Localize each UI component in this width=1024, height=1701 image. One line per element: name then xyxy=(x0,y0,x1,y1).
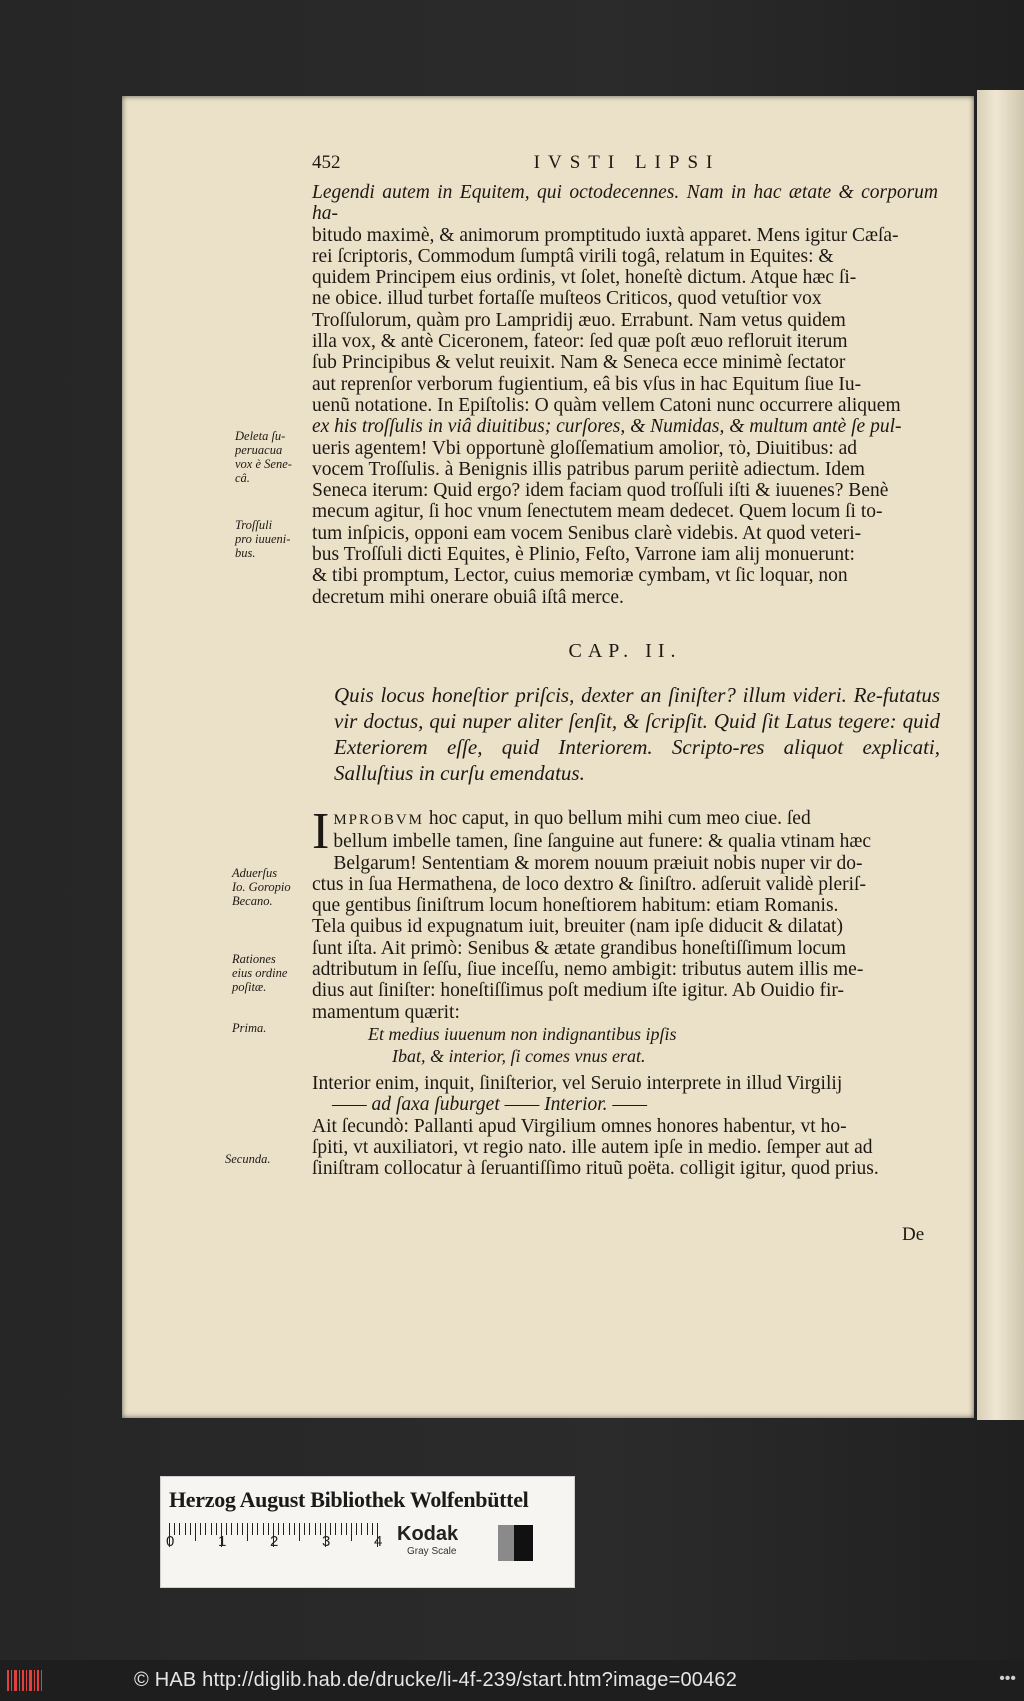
margin-note: Aduerſus Io. Goropio Becano. xyxy=(232,866,291,908)
more-icon[interactable]: ••• xyxy=(999,1670,1016,1687)
ruler-tick xyxy=(299,1523,300,1541)
ruler-tick xyxy=(320,1523,321,1535)
text-line: bitudo maximè, & animorum promptitudo iuxtà apparet. Mens igitur Cæſa- xyxy=(312,224,899,246)
text-line: bellum imbelle tamen, ſine ſanguine aut funere: & qualia vtinam hæc xyxy=(333,831,872,853)
ruler-tick xyxy=(367,1523,368,1535)
text-line: ſunt iſta. Ait primò: Senibus & ætate grandibus honeſtiſſimum locum xyxy=(312,937,847,959)
text-line: mecum agitur, ſi hoc vnum ſenectutem meam dedecet. Quem locum ſi to- xyxy=(312,501,883,523)
text-line: decretum mihi onerare obuiâ iſtâ merce. xyxy=(312,586,624,608)
text-line: uenũ notatione. In Epiſtolis: O quàm vellem Catoni nunc occurrere aliquem xyxy=(312,394,901,416)
text-line: Belgarum! Sententiam & morem nouum præiuit nobis nuper vir do- xyxy=(333,852,863,874)
ruler-tick xyxy=(341,1523,342,1535)
ruler-tick xyxy=(283,1523,284,1535)
text-line: quidem Principem eius ordinis, vt ſolet, honeſtè dictum. Atque hæc ſi- xyxy=(312,267,857,289)
ruler-tick xyxy=(315,1523,316,1535)
ruler-tick xyxy=(372,1523,373,1535)
text-line: ex his troſſulis in viâ diuitibus; curſores, & Numidas, & multum antè ſe pul- xyxy=(312,416,902,438)
page-number: 452 xyxy=(312,152,341,173)
text-line: bus Troſſuli dicti Equites, è Plinio, Feſto, Varrone iam alij monuerunt: xyxy=(312,544,855,566)
ruler-tick xyxy=(335,1523,336,1535)
ruler-tick xyxy=(257,1523,258,1535)
text-line: Ait ſecundò: Pallanti apud Virgilium omnes honores habentur, vt ho- xyxy=(312,1115,847,1137)
body-text-2 xyxy=(312,803,938,1180)
gray-scale-label: Gray Scale xyxy=(407,1546,457,1557)
verse-line: Ibat, & interior, ſi comes vnus erat. xyxy=(392,1045,646,1066)
ruler-tick xyxy=(185,1523,186,1535)
ruler-tick xyxy=(195,1523,196,1541)
running-title: IVSTI LIPSI xyxy=(533,152,721,173)
chapter-heading: CAP. II. xyxy=(568,640,682,662)
ruler-tick xyxy=(346,1523,347,1535)
text-line: dius aut ſiniſter: honeſtiſſimus poſt medium iſte igitur. Ab Ouidio fir- xyxy=(312,980,845,1002)
book-page xyxy=(122,96,974,1418)
ruler-tick xyxy=(356,1523,357,1535)
ruler-tick xyxy=(361,1523,362,1535)
text-line: —— ad ſaxa ſuburget —— Interior. —— xyxy=(332,1094,648,1116)
ruler-tick xyxy=(200,1523,201,1535)
ruler-tick xyxy=(237,1523,238,1535)
ruler-tick xyxy=(211,1523,212,1535)
text-line: Seneca iterum: Quid ergo? idem faciam quod troſſuli iſti & iuuenes? Benè xyxy=(312,480,889,502)
text-line: illa vox, & antè Ciceronem, fateor: ſed quæ poſt æuo refloruit iterum xyxy=(312,331,848,353)
catch-word: De xyxy=(902,1224,925,1245)
margin-note: Troſſuli pro iuueni- bus. xyxy=(235,518,291,560)
text-line: & tibi promptum, Lector, cuius memoriæ cymbam, vt ſic loquar, non xyxy=(312,565,848,587)
ruler-tick xyxy=(252,1523,253,1535)
margin-note: Prima. xyxy=(232,1021,267,1035)
first-word: MPROBVM xyxy=(333,812,425,828)
running-head xyxy=(312,152,942,176)
text-line: hoc caput, in quo bellum mihi cum meo ciue. ſed xyxy=(424,808,811,829)
ruler-tick xyxy=(268,1523,269,1535)
ruler-tick xyxy=(309,1523,310,1535)
text-line: rei ſcriptoris, Commodum ſumptâ virili togâ, relatum in Equites: & xyxy=(312,245,834,267)
text-line: tum inſpicis, opponi eam vocem Senibus clarè videbis. At quod veteri- xyxy=(312,522,862,544)
color-calibration-card xyxy=(160,1476,575,1588)
text-line: aut reprenſor verborum fugientium, eâ bis vſus in hac Equitum ſiue Iu- xyxy=(312,373,862,395)
text-line: que gentibus ſiniſtrum locum honeſtiorem habitum: etiam Romanis. xyxy=(312,895,839,917)
text-line: ſpiti, vt auxiliatori, vt regio nato. ille autem ipſe in medio. ſemper aut ad xyxy=(312,1136,873,1158)
text-line: ſiniſtram collocatur à ſeruantiſſimo rituũ poëta. colligit igitur, quod prius. xyxy=(312,1158,879,1180)
drop-cap: I xyxy=(312,803,330,860)
gray-swatch xyxy=(498,1525,533,1561)
margin-note: Deleta ſu- peruacua vox è Sene- câ. xyxy=(235,429,292,485)
ruler-tick xyxy=(190,1523,191,1535)
text-line: adtributum in ſeſſu, ſiue inceſſu, nemo ambigit: tributus autem illis me- xyxy=(312,959,864,981)
barcode-icon xyxy=(6,1668,46,1693)
body-text-1 xyxy=(312,182,938,608)
margin-note: Secunda. xyxy=(225,1152,271,1166)
ruler-tick xyxy=(231,1523,232,1535)
ruler-label: 0 xyxy=(166,1533,175,1550)
text-line: Tela quibus id expugnatum iuit, breuiter (nam ipſe diducit & dilatat) xyxy=(312,916,843,938)
text-line: Interior enim, inquit, ſiniſterior, vel Seruio interprete in illud Virgilij xyxy=(312,1072,843,1094)
ruler-label: 3 xyxy=(322,1533,331,1550)
text-line: ne obice. illud turbet fortaſſe muſteos Criticos, quod vetuſtior vox xyxy=(312,288,822,310)
kodak-logo: Kodak xyxy=(397,1523,459,1545)
ruler-tick xyxy=(263,1523,264,1535)
ruler-tick xyxy=(247,1523,248,1541)
text-line: ſub Principibus & velut reuixit. Nam & Seneca ecce minimè ſectator xyxy=(312,352,846,374)
ruler-tick xyxy=(289,1523,290,1535)
margin-note: Rationes eius ordine poſitæ. xyxy=(232,952,288,994)
text-line: Legendi autem in Equitem, qui octodecennes. Nam in hac ætate & corporum ha- xyxy=(312,182,938,225)
ruler-tick xyxy=(242,1523,243,1535)
text-line: ctus in ſua Hermathena, de loco dextro & ſiniſtro. adſeruit validè pleriſ- xyxy=(312,873,866,895)
chapter-summary: Quis locus honeſtior priſcis, dexter an ſiniſter? illum videri. Re-futatus vir doctus, qui nuper aliter ſenſit, & ſcripſit. Quid ſit Latus tegere: quid Exteriorem eſſe, quid Interiorem. Scripto-res aliquot explicati, Salluſtius in curſu emendatus. xyxy=(334,683,940,785)
text-line: vocem Troſſulis. à Benignis illis patribus parum periitè adiectum. Idem xyxy=(312,458,865,480)
ruler-label: 2 xyxy=(270,1533,279,1550)
text-line: ueris agentem! Vbi opportunè gloſſematium amolior, τὸ, Diuitibus: ad xyxy=(312,437,858,459)
ruler-label: 1 xyxy=(218,1533,227,1550)
ruler-label: 4 xyxy=(374,1533,383,1550)
text-line: mamentum quærit: xyxy=(312,1001,460,1023)
ruler-tick xyxy=(294,1523,295,1535)
text-line: Troſſulorum, quàm pro Lampridij æuo. Errabunt. Nam vetus quidem xyxy=(312,309,846,331)
copyright-url[interactable]: © HAB http://diglib.hab.de/drucke/li-4f-239/start.htm?image=00462 xyxy=(134,1669,738,1691)
ruler-tick xyxy=(179,1523,180,1535)
ruler-tick xyxy=(216,1523,217,1535)
ruler-tick xyxy=(205,1523,206,1535)
library-name: Herzog August Bibliothek Wolfenbüttel xyxy=(169,1487,529,1512)
verse-line: Et medius iuuenum non indignantibus ipſis xyxy=(368,1023,677,1044)
ruler-tick xyxy=(304,1523,305,1535)
ruler-tick xyxy=(351,1523,352,1541)
footer-bar xyxy=(0,1660,1024,1701)
facing-page-edge xyxy=(977,90,1024,1420)
